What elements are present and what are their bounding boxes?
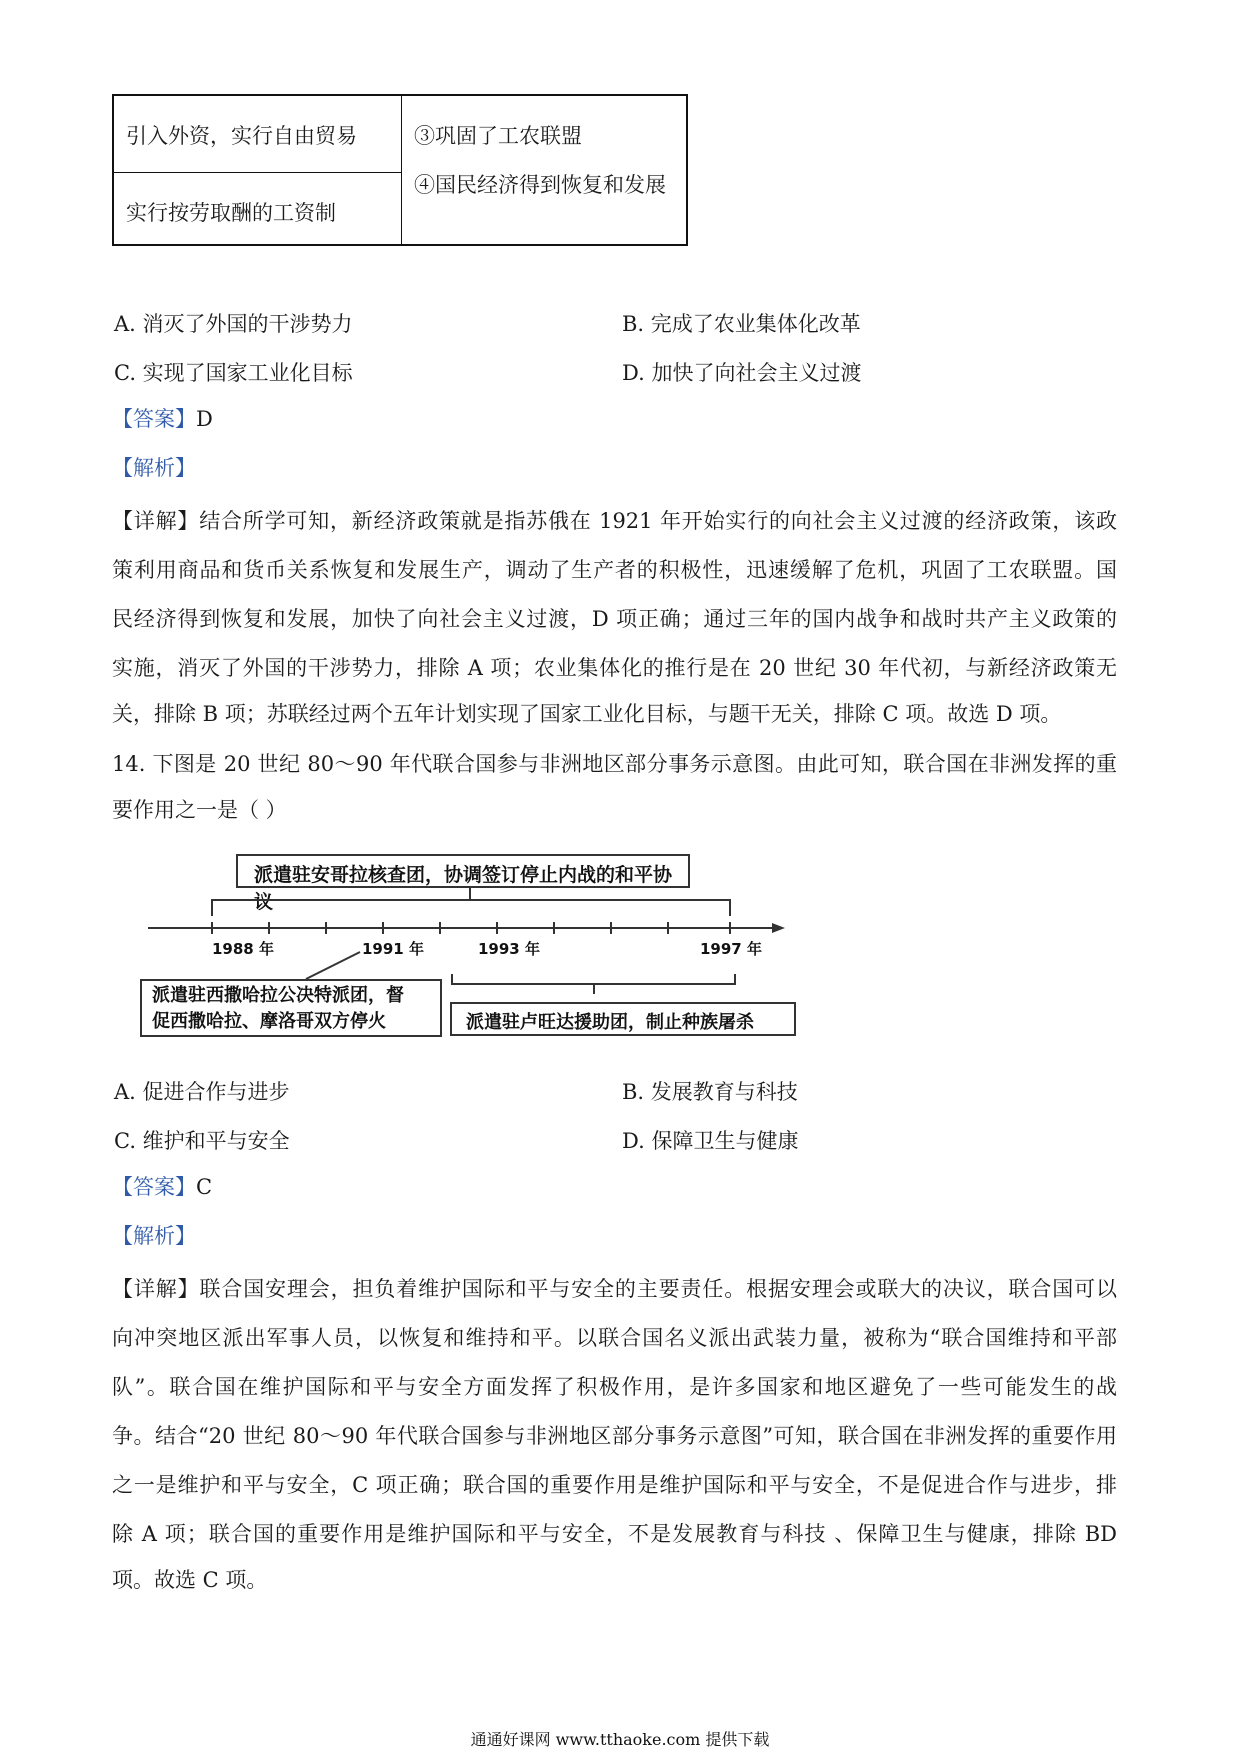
year-label: 1991 年	[362, 940, 424, 958]
detail-line: 策利用商品和货币关系恢复和发展生产，调动了生产者的积极性，迅速缓解了危机，巩固了工农联盟。国	[112, 558, 1117, 582]
detail-line: 项。故选 C 项。	[112, 1568, 268, 1592]
option-c: C. 维护和平与安全	[114, 1129, 290, 1153]
timeline-diagram	[140, 848, 800, 1038]
answer-line	[112, 395, 213, 443]
question-stem: 要作用之一是（ ）	[112, 798, 287, 822]
detail-tag: 【详解】	[112, 1277, 200, 1301]
analysis-tag: 【解析】	[112, 456, 196, 480]
detail-line: 关，排除 B 项；苏联经过两个五年计划实现了国家工业化目标，与题干无关，排除 C 项。故选 D 项。	[112, 702, 1062, 726]
table-cell: ③巩固了工农联盟	[414, 124, 582, 148]
option-a: A. 促进合作与进步	[114, 1080, 290, 1104]
year-label: 1988 年	[212, 940, 274, 958]
option-b: B. 发展教育与科技	[622, 1080, 798, 1104]
detail-line: 除 A 项；联合国的重要作用是维护国际和平与安全，不是发展教育与科技 、保障卫生与健康，排除 BD	[112, 1522, 1117, 1546]
option-c: C. 实现了国家工业化目标	[114, 361, 353, 385]
table-cell: 实行按劳取酬的工资制	[126, 201, 336, 225]
answer-value: C	[196, 1175, 213, 1199]
option-a: A. 消灭了外国的干涉势力	[114, 312, 353, 336]
answer-line	[112, 1163, 212, 1211]
table-cell: 引入外资，实行自由贸易	[126, 124, 357, 148]
detail-tag: 【详解】	[112, 509, 200, 533]
analysis-tag: 【解析】	[112, 1224, 196, 1248]
page-footer: 通通好课网 www.tthaoke.com 提供下载	[470, 1730, 770, 1749]
answer-value: D	[196, 407, 213, 431]
detail-line: 民经济得到恢复和发展，加快了向社会主义过渡，D 项正确；通过三年的国内战争和战时共产主义政策的	[112, 607, 1117, 631]
year-label: 1993 年	[478, 940, 540, 958]
detail-line: 实施，消灭了外国的干涉势力，排除 A 项；农业集体化的推行是在 20 世纪 30 年代初，与新经济政策无	[112, 656, 1117, 680]
table-cell: ④国民经济得到恢复和发展	[414, 173, 666, 197]
year-label: 1997 年	[700, 940, 762, 958]
policy-table	[112, 94, 688, 246]
detail-line: 队”。联合国在维护国际和平与安全方面发挥了积极作用，是许多国家和地区避免了一些可能发生的战	[112, 1375, 1117, 1399]
answer-tag: 【答案】	[112, 407, 196, 431]
table-divider	[401, 96, 402, 244]
question-stem: 14. 下图是 20 世纪 80～90 年代联合国参与非洲地区部分事务示意图。由此可知，联合国在非洲发挥的重	[112, 752, 1117, 776]
detail-line: 向冲突地区派出军事人员，以恢复和维持和平。以联合国名义派出武装力量，被称为“联合国维持和平部	[112, 1326, 1117, 1350]
option-d: D. 加快了向社会主义过渡	[622, 361, 862, 385]
western-sahara-box: 派遣驻西撒哈拉公决特派团，督 促西撒哈拉、摩洛哥双方停火	[140, 979, 442, 1037]
answer-tag: 【答案】	[112, 1175, 196, 1199]
angola-box: 派遣驻安哥拉核查团，协调签订停止内战的和平协议	[236, 854, 690, 888]
table-divider	[114, 172, 401, 173]
detail-line: 争。结合“20 世纪 80～90 年代联合国参与非洲地区部分事务示意图”可知，联合国在非洲发挥的重要作用	[112, 1424, 1117, 1448]
detail-line: 之一是维护和平与安全，C 项正确；联合国的重要作用是维护国际和平与安全，不是促进合作与进步，排	[112, 1473, 1117, 1497]
option-b: B. 完成了农业集体化改革	[622, 312, 861, 336]
option-d: D. 保障卫生与健康	[622, 1129, 799, 1153]
arrow-icon	[772, 923, 785, 933]
detail-line: 【详解】联合国安理会，担负着维护国际和平与安全的主要责任。根据安理会或联大的决议，联合国可以	[112, 1277, 1117, 1301]
detail-line: 【详解】结合所学可知，新经济政策就是指苏俄在 1921 年开始实行的向社会主义过渡的经济政策，该政	[112, 509, 1117, 533]
rwanda-box: 派遣驻卢旺达援助团，制止种族屠杀	[450, 1002, 796, 1036]
